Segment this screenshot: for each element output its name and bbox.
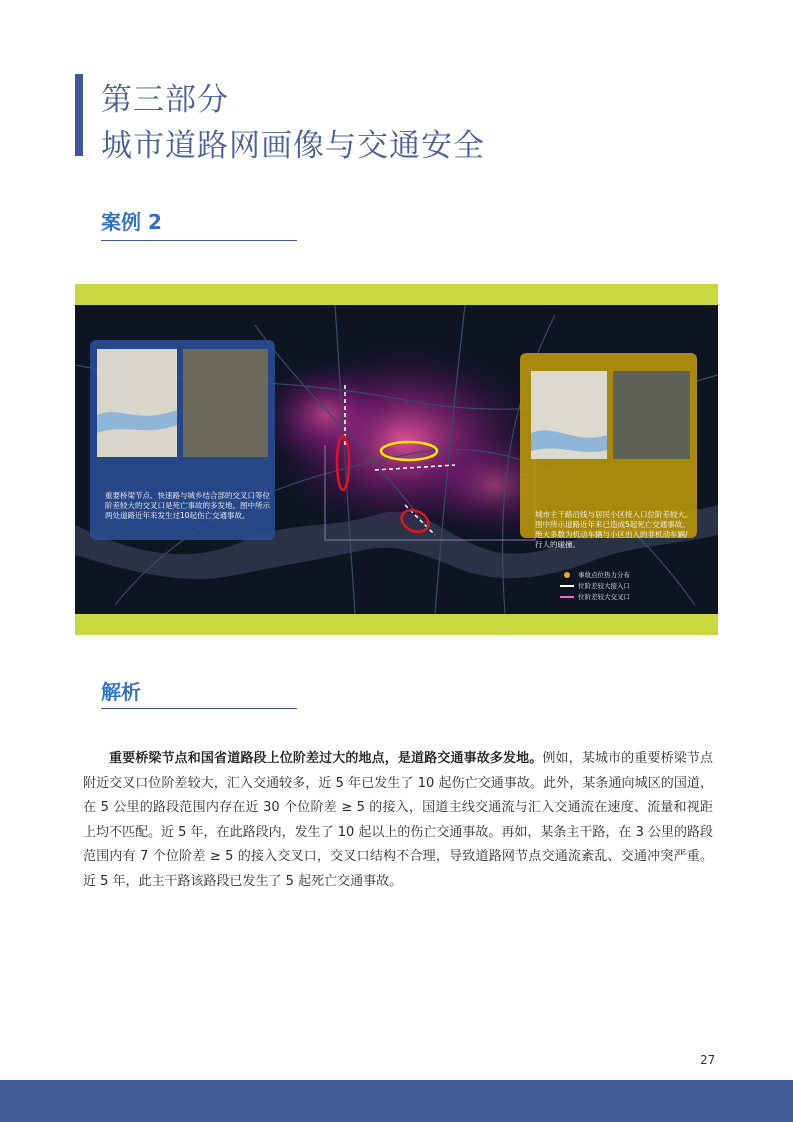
analysis-body-text: 例如，某城市的重要桥梁节点附近交叉口位阶差较大，汇入交通较多，近 5 年已发生了 10 起伤亡交通事故。此外，某条通向城区的国道，在 5 公里的路段范围内存在近 30 个位阶差 ≥ 5 的接入，国道主线交通流与汇入交通流在速度、流量和视距上均不匹配。近 5 年，在此路段内，发生了 10 起以上的伤亡交通事故。再如，某条主干路，在 3 公里的路段范围内有 7 个位阶差 ≥ 5 的接入交叉口，交叉口结构不合理，导致道路网节点交通流紊乱、交通冲突严重。近 5 年，此主干路该路段已发生了 5 起死亡交通事故。 <box>83 751 713 889</box>
right-satellite-inset <box>613 371 690 459</box>
white-line-icon <box>560 585 574 587</box>
accident-dot-icon <box>560 572 574 578</box>
case-heading-rule <box>101 240 297 241</box>
title-accent-bar <box>75 74 83 156</box>
case-heading: 案例 2 <box>101 210 162 234</box>
left-satellite-inset <box>183 349 268 457</box>
page-number: 27 <box>700 1053 716 1067</box>
legend-item <box>560 580 630 591</box>
legend-label: 事故点位热力分布 <box>578 571 630 579</box>
map-legend <box>560 569 630 602</box>
legend-item <box>560 569 630 580</box>
analysis-heading-rule <box>101 708 297 709</box>
legend-item <box>560 591 630 602</box>
case-figure <box>75 284 718 635</box>
part-title: 第三部分 <box>101 82 229 118</box>
analysis-key-sentence: 重要桥梁节点和国省道路段上位阶差过大的地点，是道路交通事故多发地。 <box>109 751 543 766</box>
network-map <box>75 305 718 614</box>
legend-label: 位阶差较大交叉口 <box>578 593 630 601</box>
part-subtitle: 城市道路网画像与交通安全 <box>101 128 485 164</box>
pink-line-icon <box>560 596 574 598</box>
right-callout-text: 城市主干路沿线与居民小区接入口位阶差较大。图中所示道路近年来已造成5起死亡交通事故。绝大多数为机动车辆与小区出入的非机动车辆/行人的碰撞。 <box>535 510 693 549</box>
footer-band <box>0 1080 793 1122</box>
map-graphic <box>75 305 718 614</box>
analysis-paragraph <box>83 747 713 894</box>
left-callout-text: 重要桥梁节点、快速路与城乡结合部的交叉口等位阶差较大的交叉口是死亡事故的多发地。图中所示两处道路近年来发生过10起伤亡交通事故。 <box>105 491 270 520</box>
legend-label: 位阶差较大接入口 <box>578 582 630 590</box>
analysis-heading: 解析 <box>101 680 141 704</box>
left-map-inset <box>97 349 177 457</box>
